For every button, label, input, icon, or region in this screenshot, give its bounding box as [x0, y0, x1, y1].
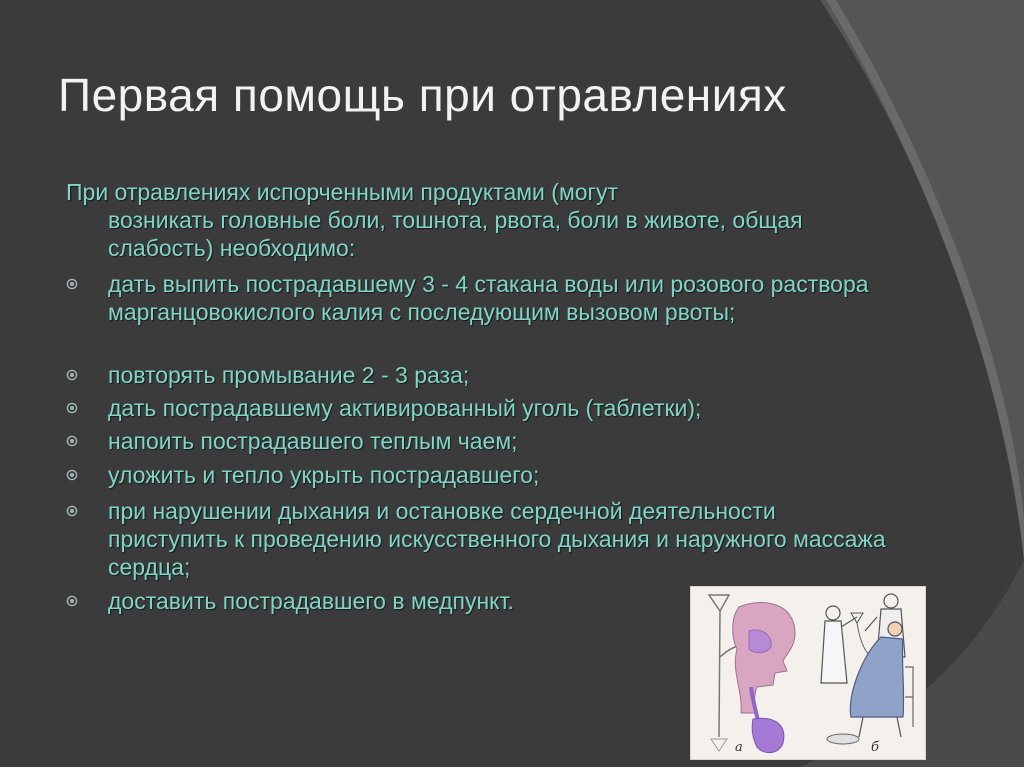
list-item-text: дать выпить пострадавшему 3 - 4 стакана воды или розового раствора марганцовокислого калия с последующим вызовом рвоты;: [108, 271, 869, 325]
list-item: [66, 361, 896, 389]
list-item-text: повторять промывание 2 - 3 раза;: [108, 362, 470, 388]
gastric-lavage-illustration: [690, 586, 926, 760]
bullet-icon: [66, 505, 78, 517]
list-item-text: доставить пострадавшего в медпункт.: [108, 588, 514, 614]
list-item-text: дать пострадавшему активированный уголь (таблетки);: [108, 395, 702, 421]
bullet-icon: [66, 469, 78, 481]
patient-scene-figure: [821, 594, 913, 755]
list-item-text: уложить и тепло укрыть пострадавшего;: [108, 462, 540, 488]
bullet-icon: [66, 402, 78, 414]
bullet-icon: [66, 435, 78, 447]
intro-rest: возникать головные боли, тошнота, рвота, боли в животе, общая слабость) необходимо:: [108, 207, 803, 261]
intro-paragraph: [66, 178, 896, 262]
illustration-drawing: [691, 587, 925, 759]
list-item-text: при нарушении дыхания и остановке сердечной деятельности приступить к проведению искусственного дыхания и наружного массажа сердца;: [108, 498, 886, 580]
label-b: б: [871, 740, 879, 755]
intro-first-line: При отравлениях испорченными продуктами (могут: [66, 179, 618, 205]
list-item: [66, 270, 896, 326]
list-item: [66, 461, 896, 489]
list-item: [66, 394, 896, 422]
list-item: [66, 427, 896, 455]
list-item: [66, 497, 896, 581]
bullet-icon: [66, 595, 78, 607]
funnel-figure: [709, 595, 795, 755]
slide-title: Первая помощь при отравлениях: [58, 69, 787, 121]
bullet-icon: [66, 369, 78, 381]
bullet-icon: [66, 278, 78, 290]
list-item-text: напоить пострадавшего теплым чаем;: [108, 428, 518, 454]
label-a: а: [735, 740, 743, 755]
